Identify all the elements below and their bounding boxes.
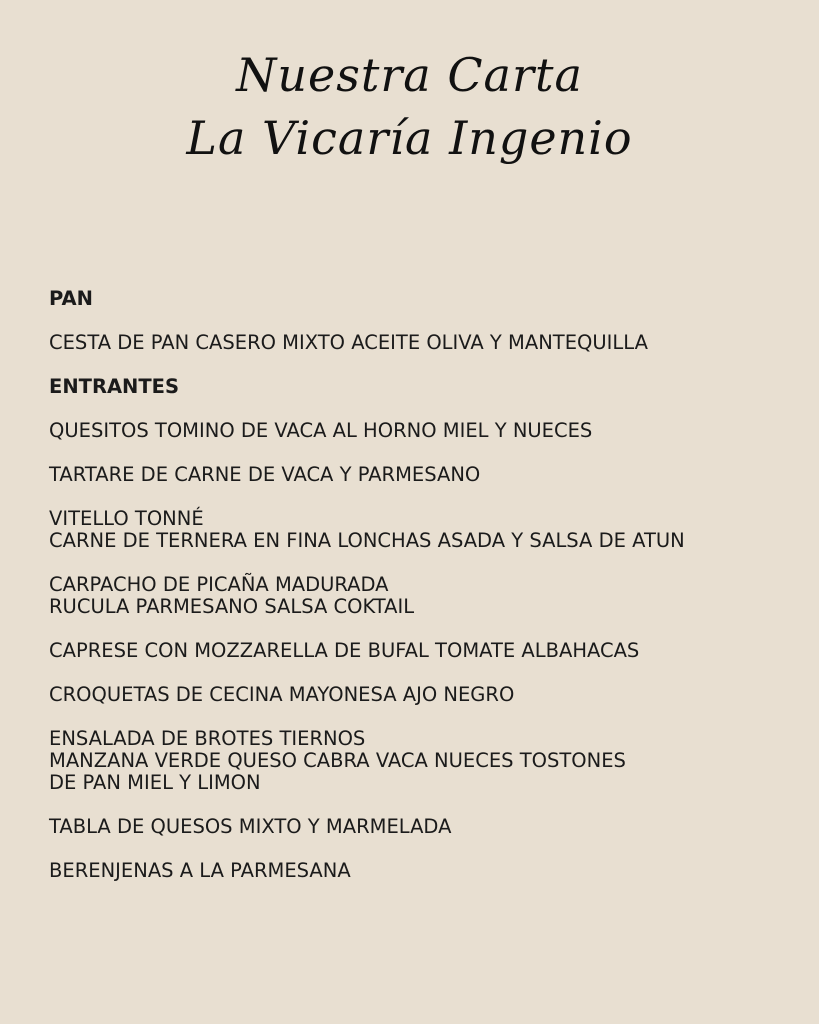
menu-item-line: QUESITOS TOMINO DE VACA AL HORNO MIEL Y NUECES xyxy=(49,419,593,442)
menu-item xyxy=(49,420,789,442)
menu-item-line: CROQUETAS DE CECINA MAYONESA AJO NEGRO xyxy=(49,683,515,706)
menu-item-line: CAPRESE CON MOZZARELLA DE BUFAL TOMATE ALBAHACAS xyxy=(49,639,640,662)
section-heading-pan: PAN xyxy=(49,287,93,310)
menu-item-line: BERENJENAS A LA PARMESANA xyxy=(49,859,351,882)
menu-item xyxy=(49,574,789,618)
menu-item-line: CESTA DE PAN CASERO MIXTO ACEITE OLIVA Y MANTEQUILLA xyxy=(49,331,648,354)
menu-item-description: CARNE DE TERNERA EN FINA LONCHAS ASADA Y SALSA DE ATUN xyxy=(49,529,685,552)
restaurant-name: La Vicaría Ingenio xyxy=(186,111,633,165)
menu-item xyxy=(49,684,789,706)
menu-item-line: CARPACHO DE PICAÑA MADURADA xyxy=(49,573,389,596)
menu-item-line: TARTARE DE CARNE DE VACA Y PARMESANO xyxy=(49,463,481,486)
menu-item-line: TABLA DE QUESOS MIXTO Y MARMELADA xyxy=(49,815,452,838)
menu-item xyxy=(49,816,789,838)
menu-item xyxy=(49,332,789,354)
section-heading-entrantes: ENTRANTES xyxy=(49,375,180,398)
menu-item-line: VITELLO TONNÉ xyxy=(49,507,204,530)
menu-item-line: ENSALADA DE BROTES TIERNOS xyxy=(49,727,366,750)
menu-item xyxy=(49,508,789,552)
menu-item xyxy=(49,728,789,794)
menu-item-description: MANZANA VERDE QUESO CABRA VACA NUECES TOSTONES xyxy=(49,749,626,772)
menu-item-description: RUCULA PARMESANO SALSA COKTAIL xyxy=(49,595,415,618)
menu-item xyxy=(49,860,789,882)
menu-list xyxy=(49,288,789,882)
menu-item-description: DE PAN MIEL Y LIMON xyxy=(49,771,261,794)
menu-item xyxy=(49,640,789,662)
menu-item xyxy=(49,464,789,486)
menu-title: Nuestra Carta xyxy=(236,48,583,102)
